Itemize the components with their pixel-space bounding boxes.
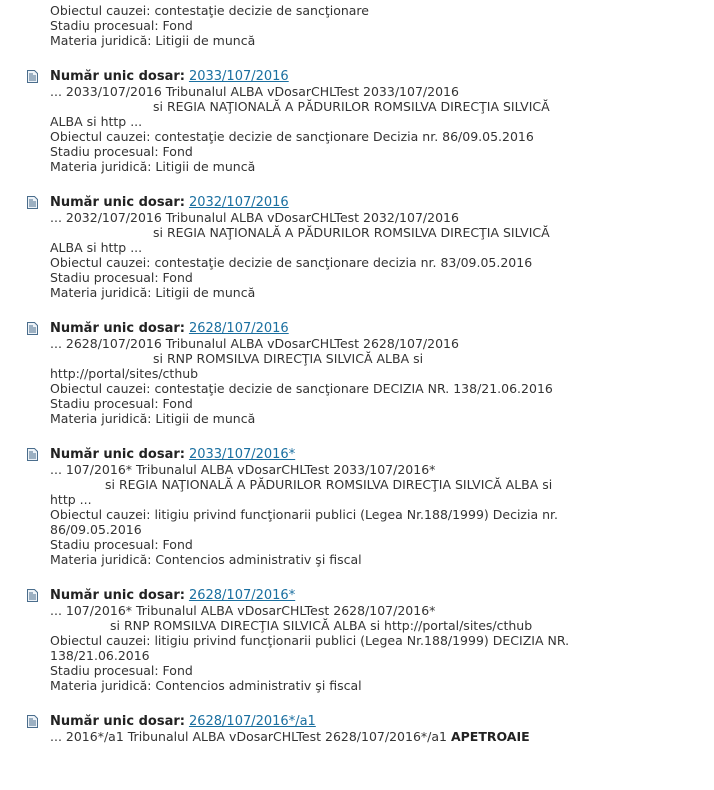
snippet-line: si RNP ROMSILVA DIRECŢIA SILVICĂ ALBA si http://portal/sites/cthub <box>110 618 533 633</box>
case-number-link[interactable]: 2628/107/2016 <box>188 321 289 336</box>
result-header <box>50 320 624 336</box>
materia-juridica: Materia juridică: Contencios administrativ şi fiscal <box>50 678 362 693</box>
stadiu-procesual: Stadiu procesual: Fond <box>50 663 193 678</box>
stadiu-procesual: Stadiu procesual: Fond <box>50 18 193 33</box>
search-result <box>50 194 624 300</box>
document-icon <box>27 322 38 335</box>
snippet-line <box>50 729 624 744</box>
case-number-link[interactable]: 2032/107/2016 <box>188 195 289 210</box>
case-number-link[interactable]: 2033/107/2016 <box>188 69 289 84</box>
materia-juridica: Materia juridică: Contencios administrativ şi fiscal <box>50 552 362 567</box>
search-result <box>50 320 624 426</box>
snippet-line: ... 2628/107/2016 Tribunalul ALBA vDosarCHLTest 2628/107/2016 <box>50 336 459 351</box>
numar-label: Număr unic dosar: <box>50 588 185 603</box>
snippet-line: si REGIA NAŢIONALĂ A PĂDURILOR ROMSILVA DIRECŢIA SILVICĂ ALBA si <box>105 477 553 492</box>
obiect-cauzei: Obiectul cauzei: contestaţie decizie de sancţionare Decizia nr. 86/09.05.2016 <box>50 129 534 144</box>
document-icon <box>27 196 38 209</box>
result-header <box>50 587 624 603</box>
case-number-link[interactable]: 2033/107/2016* <box>188 447 296 462</box>
snippet-line: ... 2033/107/2016 Tribunalul ALBA vDosarCHLTest 2033/107/2016 <box>50 84 459 99</box>
snippet-line: si REGIA NAŢIONALĂ A PĂDURILOR ROMSILVA DIRECŢIA SILVICĂ <box>153 99 550 114</box>
numar-label: Număr unic dosar: <box>50 69 185 84</box>
search-result <box>50 587 624 693</box>
numar-label: Număr unic dosar: <box>50 195 185 210</box>
obiect-cauzei: Obiectul cauzei: litigiu privind funcţionarii publici (Legea Nr.188/1999) Decizia nr. 86/09.05.2016 <box>50 507 558 537</box>
document-icon <box>27 715 38 728</box>
snippet-line: ... 107/2016* Tribunalul ALBA vDosarCHLTest 2628/107/2016* <box>50 603 436 618</box>
materia-juridica: Materia juridică: Litigii de muncă <box>50 411 256 426</box>
search-result-partial <box>50 3 624 48</box>
document-icon <box>27 448 38 461</box>
snippet-line: ... 2032/107/2016 Tribunalul ALBA vDosarCHLTest 2032/107/2016 <box>50 210 459 225</box>
numar-label: Număr unic dosar: <box>50 447 185 462</box>
results-list <box>50 3 624 744</box>
document-icon <box>27 70 38 83</box>
result-header <box>50 68 624 84</box>
obiect-cauzei: Obiectul cauzei: contestaţie decizie de sancţionare decizia nr. 83/09.05.2016 <box>50 255 533 270</box>
snippet-line: http ... <box>50 492 92 507</box>
snippet-line: ALBA si http ... <box>50 240 143 255</box>
snippet-line: si REGIA NAŢIONALĂ A PĂDURILOR ROMSILVA DIRECŢIA SILVICĂ <box>153 225 550 240</box>
stadiu-procesual: Stadiu procesual: Fond <box>50 144 193 159</box>
snippet-line: ALBA si http ... <box>50 114 143 129</box>
snippet-highlight: APETROAIE <box>450 729 530 744</box>
result-header <box>50 446 624 462</box>
document-icon <box>27 589 38 602</box>
snippet-line: http://portal/sites/cthub <box>50 366 199 381</box>
numar-label: Număr unic dosar: <box>50 321 185 336</box>
search-result <box>50 68 624 174</box>
case-number-link[interactable]: 2628/107/2016*/a1 <box>188 714 316 729</box>
materia-juridica: Materia juridică: Litigii de muncă <box>50 33 256 48</box>
result-header <box>50 713 624 729</box>
stadiu-procesual: Stadiu procesual: Fond <box>50 537 193 552</box>
search-result <box>50 713 624 744</box>
obiect-cauzei: Obiectul cauzei: contestaţie decizie de sancţionare <box>50 3 369 18</box>
snippet-line: si RNP ROMSILVA DIRECŢIA SILVICĂ ALBA si <box>153 351 424 366</box>
search-result <box>50 446 624 567</box>
stadiu-procesual: Stadiu procesual: Fond <box>50 270 193 285</box>
materia-juridica: Materia juridică: Litigii de muncă <box>50 159 256 174</box>
obiect-cauzei: Obiectul cauzei: contestaţie decizie de sancţionare DECIZIA NR. 138/21.06.2016 <box>50 381 553 396</box>
numar-label: Număr unic dosar: <box>50 714 185 729</box>
case-number-link[interactable]: 2628/107/2016* <box>188 588 296 603</box>
materia-juridica: Materia juridică: Litigii de muncă <box>50 285 256 300</box>
snippet-line: ... 107/2016* Tribunalul ALBA vDosarCHLTest 2033/107/2016* <box>50 462 436 477</box>
result-header <box>50 194 624 210</box>
stadiu-procesual: Stadiu procesual: Fond <box>50 396 193 411</box>
snippet-text: ... 2016*/a1 Tribunalul ALBA vDosarCHLTest 2628/107/2016*/a1 <box>50 729 447 744</box>
obiect-cauzei: Obiectul cauzei: litigiu privind funcţionarii publici (Legea Nr.188/1999) DECIZIA NR. 138/21.06.2016 <box>50 633 570 663</box>
